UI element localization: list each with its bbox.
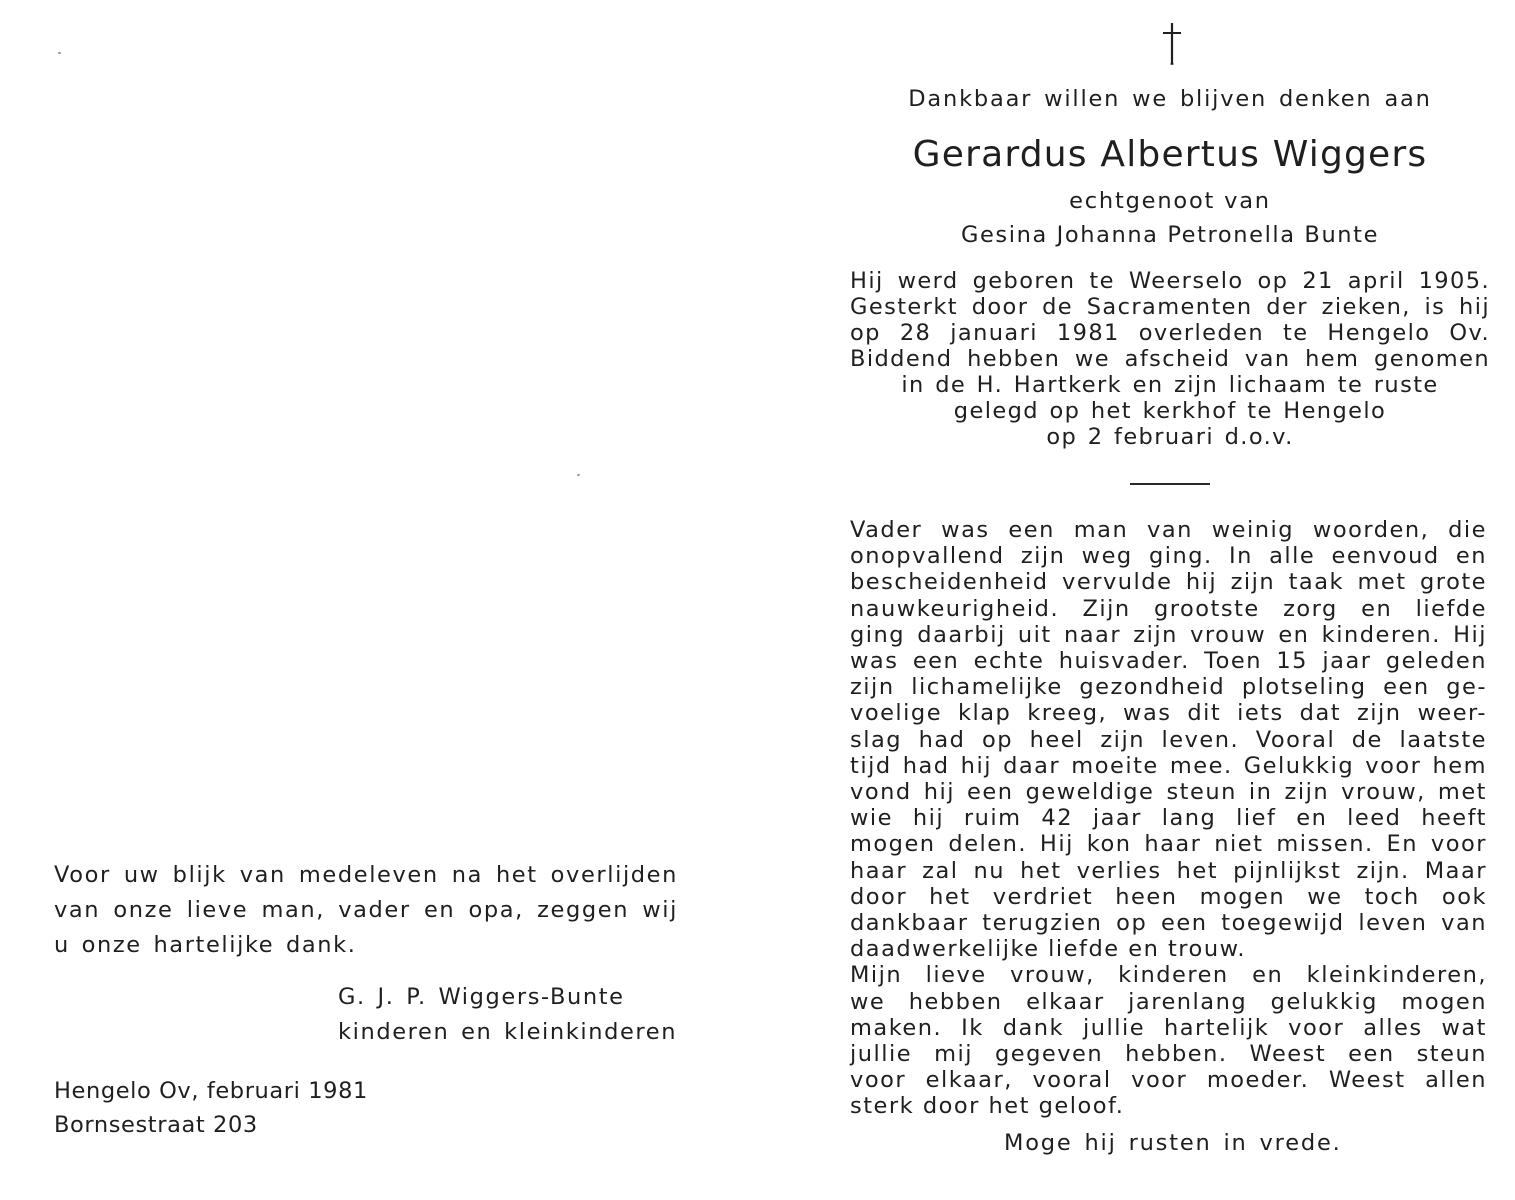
tribute-line: zijn lichamelijke gezondheid plotseling een ge- xyxy=(850,674,1487,701)
biography xyxy=(850,268,1490,450)
bio-line: gelegd op het kerkhof te Hengelo xyxy=(953,398,1387,424)
tribute-line: wie hij ruim 42 jaar lang lief en leed heeft xyxy=(850,805,1487,832)
bio-line: op 2 februari d.o.v. xyxy=(1046,424,1294,450)
bio-line: op 28 januari 1981 overleden te Hengelo Ov. xyxy=(850,320,1490,346)
tribute-line: bescheidenheid vervulde hij zijn taak met grote xyxy=(850,569,1487,596)
tribute-line: tijd had hij daar moeite mee. Gelukkig voor hem xyxy=(850,752,1487,779)
spouse-name: Gesina Johanna Petronella Bunte xyxy=(960,222,1380,248)
tribute-line: voor elkaar, vooral voor moeder. Weest allen xyxy=(850,1067,1487,1094)
tribute-text xyxy=(850,517,1487,1120)
tribute-line: vond hij een geweldige steun in zijn vrouw, met xyxy=(850,779,1487,806)
tribute-line: onopvallend zijn weg ging. In alle eenvoud en xyxy=(850,543,1487,570)
cross-icon xyxy=(1157,20,1187,66)
deceased-name: Gerardus Albertus Wiggers xyxy=(912,134,1428,175)
bio-line: Biddend hebben we afscheid van hem genomen xyxy=(850,346,1490,372)
scan-speck xyxy=(58,52,61,54)
thanks-line: Voor uw blijk van medeleven na het overlijden xyxy=(54,862,678,888)
address: Bornsestraat 203 xyxy=(54,1112,258,1138)
tribute-line: slag had op heel zijn leven. Vooral de laatste xyxy=(850,726,1487,753)
thank-you-message xyxy=(54,858,678,963)
bio-line: in de H. Hartkerk en zijn lichaam te ruste xyxy=(901,372,1439,398)
signature-name: G. J. P. Wiggers-Bunte xyxy=(338,984,625,1010)
signature-family: kinderen en kleinkinderen xyxy=(338,1019,678,1045)
tribute-line: we hebben elkaar jarenlang gelukkig mogen xyxy=(850,988,1487,1015)
bio-line: Gesterkt door de Sacramenten der zieken, is hij xyxy=(850,294,1490,320)
tribute-line: dankbaar terugzien op een toegewijd leven van xyxy=(850,910,1487,937)
spouse-label: echtgenoot van xyxy=(1069,188,1271,214)
tribute-line: ging daarbij uit naar zijn vrouw en kinderen. Hij xyxy=(850,621,1487,648)
tribute-line: door het verdriet heen mogen we toch ook xyxy=(850,883,1487,910)
tribute-line: jullie mij gegeven hebben. Weest een steun xyxy=(850,1041,1487,1068)
bio-line: Hij werd geboren te Weerselo op 21 april 1905. xyxy=(850,268,1490,294)
place-date-block xyxy=(54,1074,368,1142)
tribute-line: maken. Ik dank jullie hartelijk voor alles wat xyxy=(850,1014,1487,1041)
intro-text: Dankbaar willen we blijven denken aan xyxy=(908,86,1432,112)
thanks-line: van onze lieve man, vader en opa, zeggen wij xyxy=(54,897,678,923)
tribute-line: haar zal nu het verlies het pijnlijkst zijn. Maar xyxy=(850,857,1487,884)
place-date: Hengelo Ov, februari 1981 xyxy=(54,1078,368,1104)
thanks-line: u onze hartelijke dank. xyxy=(54,932,357,958)
tribute-line: mogen delen. Hij kon haar niet missen. En voor xyxy=(850,831,1487,858)
divider xyxy=(1130,483,1210,485)
closing-prayer: Moge hij rusten in vrede. xyxy=(1004,1130,1342,1156)
scan-speck xyxy=(577,473,581,476)
tribute-line: nauwkeurigheid. Zijn grootste zorg en liefde xyxy=(850,595,1487,622)
tribute-line: voelige klap kreeg, was dit iets dat zijn weer- xyxy=(850,700,1487,727)
signature-block xyxy=(338,980,677,1050)
tribute-line: Vader was een man van weinig woorden, die xyxy=(850,517,1487,543)
tribute-line: daadwerkelijke liefde en trouw. xyxy=(850,936,1247,963)
tribute-line: Mijn lieve vrouw, kinderen en kleinkinderen, xyxy=(850,962,1487,989)
tribute-line: was een echte huisvader. Toen 15 jaar geleden xyxy=(850,648,1487,675)
tribute-line: sterk door het geloof. xyxy=(850,1093,1125,1120)
